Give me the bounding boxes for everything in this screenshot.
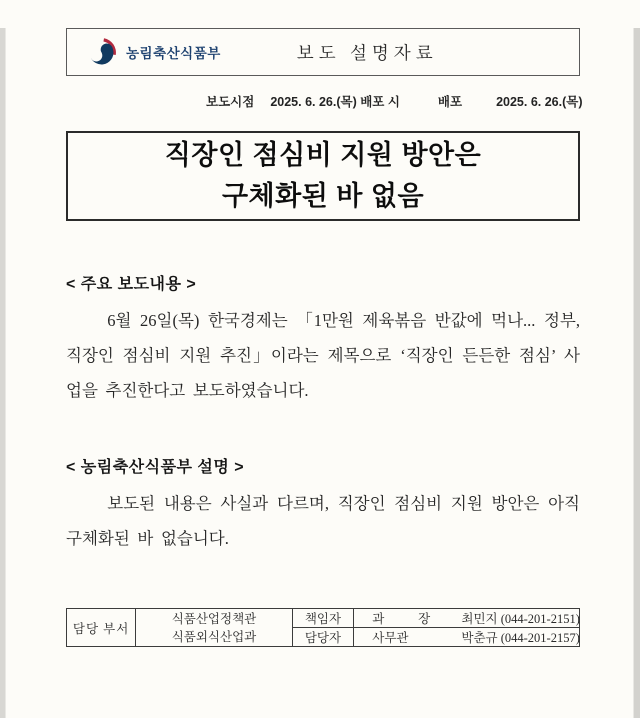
contact-table <box>66 608 580 647</box>
document-type-label: 보도 설명자료 <box>296 42 438 63</box>
dept-name-line1: 식품산업정책관 <box>171 611 257 626</box>
role-cell-manager: 담당자 <box>292 628 354 647</box>
contact-title: 사무관 <box>372 631 409 645</box>
dept-name-cell <box>136 609 292 647</box>
contact-cell-manager <box>354 628 580 647</box>
section-heading-main-report: < 주요 보도내용 > <box>66 276 197 293</box>
release-time-value: 2025. 6. 26.(목) 배포 시 <box>270 95 400 109</box>
headline-line1: 직장인 점심비 지원 방안은 <box>164 140 482 170</box>
contact-name-phone: 박춘규 (044-201-2157) <box>461 631 580 645</box>
dateline <box>66 93 583 109</box>
headline-box <box>66 131 580 221</box>
headline-line2: 구체화된 바 없음 <box>221 181 425 211</box>
main-report-paragraph: 6월 26일(목) 한국경제는 「1만원 제육볶음 반값에 먹나... 정부, 직장인 점심비 지원 추진」이라는 제목으로 ‘직장인 든든한 점심’ 사업을 추진한다고 보도하였습니다. <box>66 311 580 400</box>
ministry-name: 농림축산식품부 <box>126 46 221 61</box>
dept-label-cell: 담당 부서 <box>67 609 136 647</box>
section-heading-ministry-explanation: < 농림축산식품부 설명 > <box>66 459 245 476</box>
table-row <box>67 609 580 628</box>
role-cell-responsible: 책임자 <box>292 609 354 628</box>
section-ministry-explanation <box>66 454 580 556</box>
distribution-value: 2025. 6. 26.(목) <box>496 95 583 109</box>
distribution-label: 배포 <box>437 95 463 109</box>
header-box <box>66 28 580 76</box>
contact-name-phone: 최민지 (044-201-2151) <box>461 612 580 626</box>
dept-name-line2: 식품외식산업과 <box>171 629 257 644</box>
government-taegeuk-logo-icon <box>85 36 118 69</box>
contact-title: 과 장 <box>372 612 431 626</box>
release-time-label: 보도시점 <box>206 95 255 109</box>
photo-edge-left <box>0 28 6 718</box>
photo-edge-right <box>633 28 640 718</box>
contact-cell-responsible <box>354 609 580 628</box>
press-release-document <box>0 28 640 647</box>
ministry-explanation-paragraph: 보도된 내용은 사실과 다르며, 직장인 점심비 지원 방안은 아직 구체화된 바 없습니다. <box>66 494 580 548</box>
section-main-report <box>66 271 580 408</box>
